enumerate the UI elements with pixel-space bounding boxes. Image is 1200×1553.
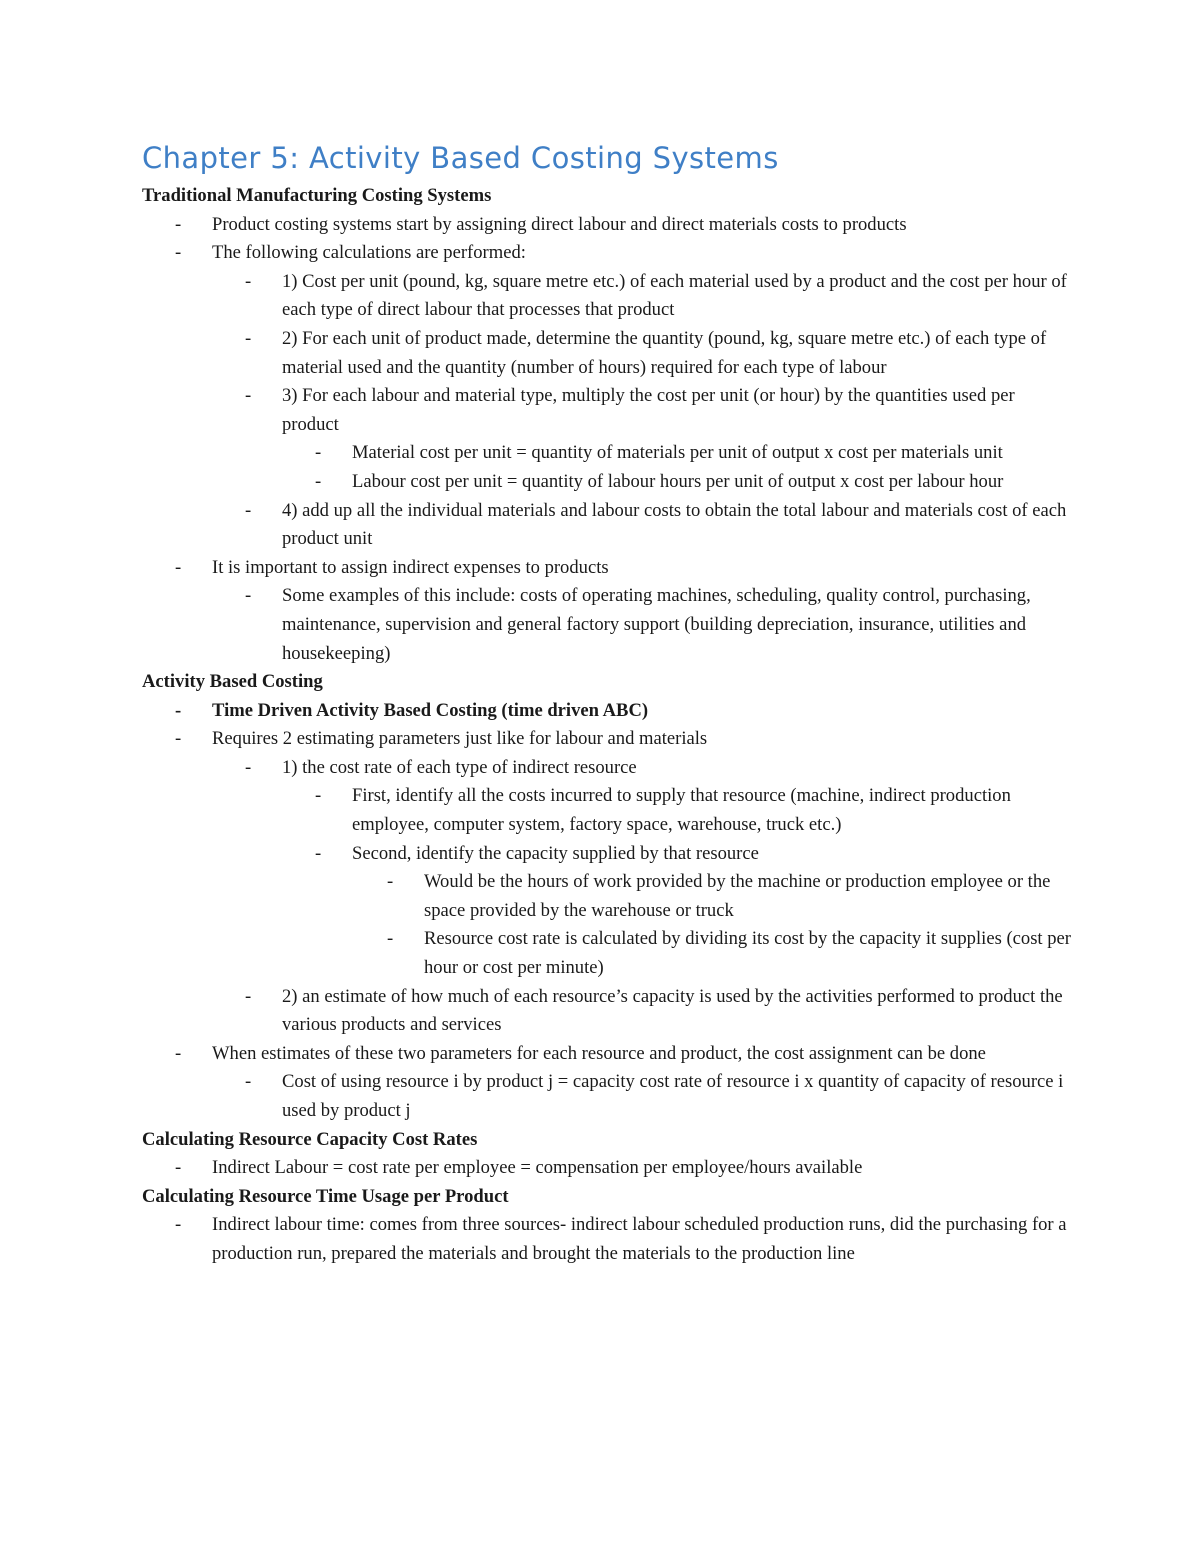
list-item: - 2) For each unit of product made, determine the quantity (pound, kg, square metre etc.) of each type of material used and the quantity (number of hours) required for each type of labour (142, 325, 1072, 382)
list-item: - Cost of using resource i by product j = capacity cost rate of resource i x quantity of capacity of resource i used by product j (142, 1068, 1072, 1125)
list-item: - 3) For each labour and material type, multiply the cost per unit (or hour) by the quantities used per product (142, 382, 1072, 439)
list-item: - It is important to assign indirect expenses to products (142, 554, 1072, 583)
list-item: - Indirect Labour = cost rate per employee = compensation per employee/hours available (142, 1154, 1072, 1183)
bullet-list (142, 1211, 1072, 1268)
list-item: - Indirect labour time: comes from three sources- indirect labour scheduled production runs, did the purchasing for a production run, prepared the materials and brought the materials to the production line (142, 1211, 1072, 1268)
section-heading: Traditional Manufacturing Costing Systems (142, 185, 492, 206)
list-item: - 1) Cost per unit (pound, kg, square metre etc.) of each material used by a product and the cost per hour of each type of direct labour that processes that product (142, 268, 1072, 325)
section-heading: Calculating Resource Capacity Cost Rates (142, 1128, 478, 1150)
list-item: - Labour cost per unit = quantity of labour hours per unit of output x cost per labour hour (142, 468, 1072, 497)
list-item: - 4) add up all the individual materials and labour costs to obtain the total labour and materials cost of each product unit (142, 497, 1072, 554)
page-title: Chapter 5: Activity Based Costing Systems (142, 141, 779, 175)
list-item: - Some examples of this include: costs of operating machines, scheduling, quality control, purchasing, maintenance, supervision and general factory support (building depreciation, insurance, utilities and housekeeping) (142, 582, 1072, 668)
list-item: - Second, identify the capacity supplied by that resource (142, 840, 1072, 869)
list-item: - First, identify all the costs incurred to supply that resource (machine, indirect production employee, computer system, factory space, warehouse, truck etc.) (142, 782, 1072, 839)
list-item: - The following calculations are performed: (142, 239, 1072, 268)
list-item: - 1) the cost rate of each type of indirect resource (142, 754, 1072, 783)
section-capacity-cost-rates (142, 1126, 1072, 1183)
list-item: - When estimates of these two parameters for each resource and product, the cost assignment can be done (142, 1040, 1072, 1069)
section-activity-based-costing (142, 668, 1072, 1126)
list-item: - Time Driven Activity Based Costing (time driven ABC) (142, 697, 1072, 726)
list-item: - Requires 2 estimating parameters just like for labour and materials (142, 725, 1072, 754)
section-heading: Calculating Resource Time Usage per Product (142, 1185, 509, 1207)
list-item: - Product costing systems start by assigning direct labour and direct materials costs to products (142, 211, 1072, 240)
list-item: - Material cost per unit = quantity of materials per unit of output x cost per materials unit (142, 439, 1072, 468)
list-item: - 2) an estimate of how much of each resource’s capacity is used by the activities performed to product the various products and services (142, 983, 1072, 1040)
bullet-list (142, 211, 1072, 669)
bullet-list (142, 1154, 1072, 1183)
section-traditional-costing (142, 182, 1072, 668)
bullet-list (142, 697, 1072, 1126)
section-time-usage (142, 1183, 1072, 1269)
list-item: - Would be the hours of work provided by the machine or production employee or the space provided by the warehouse or truck (142, 868, 1072, 925)
list-item: - Resource cost rate is calculated by dividing its cost by the capacity it supplies (cost per hour or cost per minute) (142, 925, 1072, 982)
section-heading: Activity Based Costing (142, 671, 323, 693)
document-body (142, 182, 1072, 1269)
